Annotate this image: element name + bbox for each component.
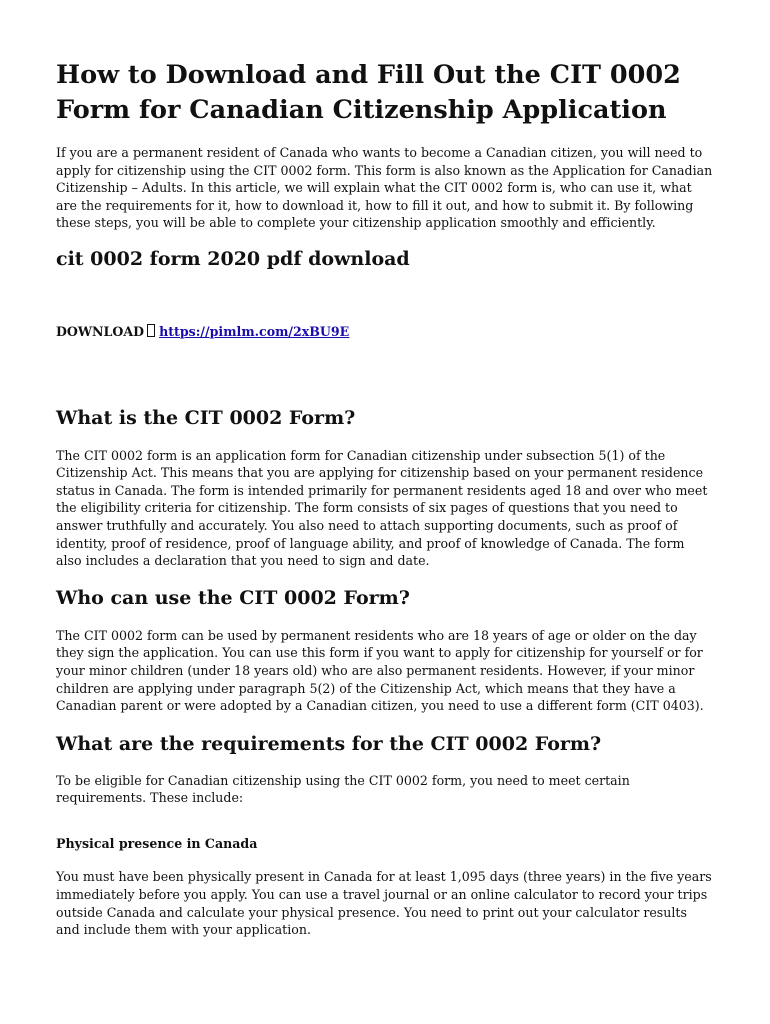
subsection-heading-physical-presence: Physical presence in Canada: [56, 835, 258, 851]
section-heading-who-can-use: Who can use the CIT 0002 Form?: [56, 586, 410, 609]
download-line: [56, 323, 714, 341]
section-body-who-can-use: The CIT 0002 form can be used by permanent residents who are 18 years of age or older on the day they sign the application. You can use this form if you want to apply for citizenship for yourself or for your minor children (under 18 years old) who are also permanent residents. However, if your minor children are applying under paragraph 5(2) of the Citizenship Act, which means that they have a Canadian parent or were adopted by a Canadian citizen, you need to use a different form (CIT 0403).: [56, 627, 704, 714]
arrow-icon: [147, 324, 155, 337]
download-label: DOWNLOAD: [56, 323, 145, 339]
section-body-what-is: The CIT 0002 form is an application form for Canadian citizenship under subsection 5(1) of the Citizenship Act. This means that you are applying for citizenship based on your permanent residence status in Canada. The form is intended primarily for permanent residents aged 18 and over who meet the eligibility criteria for citizenship. The form consists of six pages of questions that you need to answer truthfully and accurately. You also need to attach supporting documents, such as proof of identity, proof of residence, proof of language ability, and proof of knowledge of Canada. The form also includes a declaration that you need to sign and date.: [56, 447, 708, 569]
download-link[interactable]: https://pimlm.com/2xBU9E: [159, 323, 350, 339]
section-body-requirements: To be eligible for Canadian citizenship using the CIT 0002 form, you need to meet certain requirements. These include:: [56, 772, 630, 806]
section-heading-requirements: What are the requirements for the CIT 0002 Form?: [56, 732, 602, 755]
subsection-body-physical-presence: You must have been physically present in Canada for at least 1,095 days (three years) in the five years immediately before you apply. You can use a travel journal or an online calculator to record your trips outside Canada and calculate your physical presence. You need to print out your calculator results and include them with your application.: [56, 869, 712, 938]
section-heading-what-is: What is the CIT 0002 Form?: [56, 406, 356, 429]
document-title: How to Download and Fill Out the CIT 0002 Form for Canadian Citizenship Application: [56, 60, 681, 125]
pdf-download-heading: cit 0002 form 2020 pdf download: [56, 247, 410, 270]
intro-paragraph: If you are a permanent resident of Canada who wants to become a Canadian citizen, you will need to apply for citizenship using the CIT 0002 form. This form is also known as the Application for Canadian Citizenship – Adults. In this article, we will explain what the CIT 0002 form is, who can use it, what are the requirements for it, how to download it, how to fill it out, and how to submit it. By following these steps, you will be able to complete your citizenship application smoothly and efficiently.: [56, 145, 713, 231]
